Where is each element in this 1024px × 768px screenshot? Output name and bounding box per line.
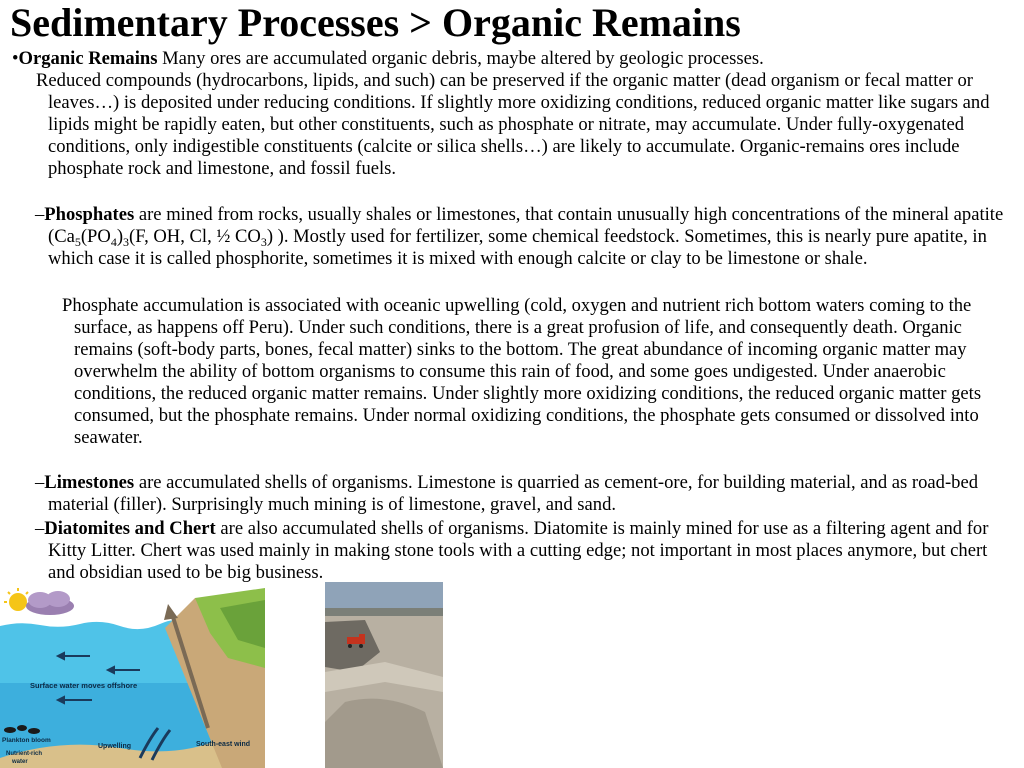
formula-po4: (PO [80, 226, 111, 247]
limestones-text: are accumulated shells of organisms. Limestone is quarried as cement-ore, for building material, and as road-bed material (filler). Surprisingly much mining is of limestone, gravel, and sand. [48, 472, 979, 515]
wind-label: South-east wind [196, 741, 251, 748]
plankton-label: Plankton bloom [2, 737, 51, 744]
cloud-icon [26, 591, 74, 615]
upwelling-diagram [0, 588, 265, 768]
photo-sky [325, 582, 443, 612]
phosphates-text-continued: ). Mostly used for fertilizer, some chemical feedstock. Sometimes, this is nearly pure apatite, in which case it is called phosphorite, sometimes it is mixed with enough calcite or clay to be limestone or shale. [48, 226, 987, 269]
diatomites-heading: Diatomites and Chert [44, 518, 216, 539]
diatomites-paragraph [35, 518, 1016, 584]
bullet-marker: • [12, 48, 19, 69]
organic-remains-text: Many ores are accumulated organic debris, maybe altered by geologic processes. [157, 48, 764, 69]
limestones-dash: – [35, 472, 45, 493]
apatite-formula [54, 226, 273, 247]
organic-remains-heading: Organic Remains [18, 48, 158, 69]
limestones-heading: Limestones [44, 472, 135, 493]
limestone-quarry-photo [325, 582, 443, 768]
organic-remains-bullet [12, 48, 1017, 70]
diatomites-text: are also accumulated shells of organisms. Diatomite is mainly mined for use as a filtering agent and for Kitty Litter. Chert was used mainly in making stone tools with a cutting edge; not important in most places anymore, but chert and obsidian used to be big business. [48, 518, 989, 583]
phosphates-paragraph [35, 204, 1016, 270]
phosphate-accumulation-paragraph: Phosphate accumulation is associated with oceanic upwelling (cold, oxygen and nutrient rich bottom waters coming to the surface, as happens off Peru). Under such conditions, there is a great profusion of life, and consequently death. Organic remains (soft-body parts, bones, fecal matter) sinks to the bottom. The great abundance of incoming organic matter may overwhelm the ability of bottom organisms to consume this rain of food, and some goes undigested. Under anaerobic conditions, the reduced organic matter remains. Under slightly more oxidizing conditions, the reduced organic matter gets consumed, but the phosphate remains. Under normal oxidizing conditions, the phosphate gets consumed or dissolved into seawater. [62, 295, 982, 448]
phosphates-text: are mined from rocks, usually shales or limestones, that contain unusually high concentrations of the mineral apatite ( [48, 204, 1004, 247]
phosphates-heading: Phosphates [44, 204, 135, 225]
nutrient-label-line1: Nutrient-rich [6, 751, 42, 757]
formula-ca: Ca [54, 226, 75, 247]
upwelling-label: Upwelling [98, 743, 132, 750]
nutrient-label-line2: water [12, 759, 28, 765]
formula-rest: (F, OH, Cl, ½ CO [129, 226, 261, 247]
formula-paren: ) [116, 226, 124, 247]
intro-paragraph: Reduced compounds (hydrocarbons, lipids, and such) can be preserved if the organic matter (dead organism or fecal matter or leaves…) is deposited under reducing conditions. If slightly more oxidizing conditions, reduced organic matter like sugars and lipids might be rapidly eaten, but other constituents, such as phosphate or nitrate, may accumulate. Under fully-oxygenated conditions, only indigestible constituents (calcite or silica shells…) are likely to accumulate. Organic-remains ores include phosphate rock and limestone, and fossil fuels. [36, 70, 990, 179]
formula-sub: 5 [74, 235, 81, 249]
formula-sub: 3 [123, 235, 130, 249]
surface-water-label: Surface water moves offshore [30, 681, 138, 690]
diatomites-dash: – [35, 518, 45, 539]
phosphates-dash: – [35, 204, 45, 225]
limestones-paragraph [35, 472, 1016, 516]
formula-sub: 3 [260, 235, 267, 249]
formula-paren: ) [266, 226, 274, 247]
page-title: Sedimentary Processes > Organic Remains [10, 0, 741, 45]
formula-sub: 4 [110, 235, 117, 249]
